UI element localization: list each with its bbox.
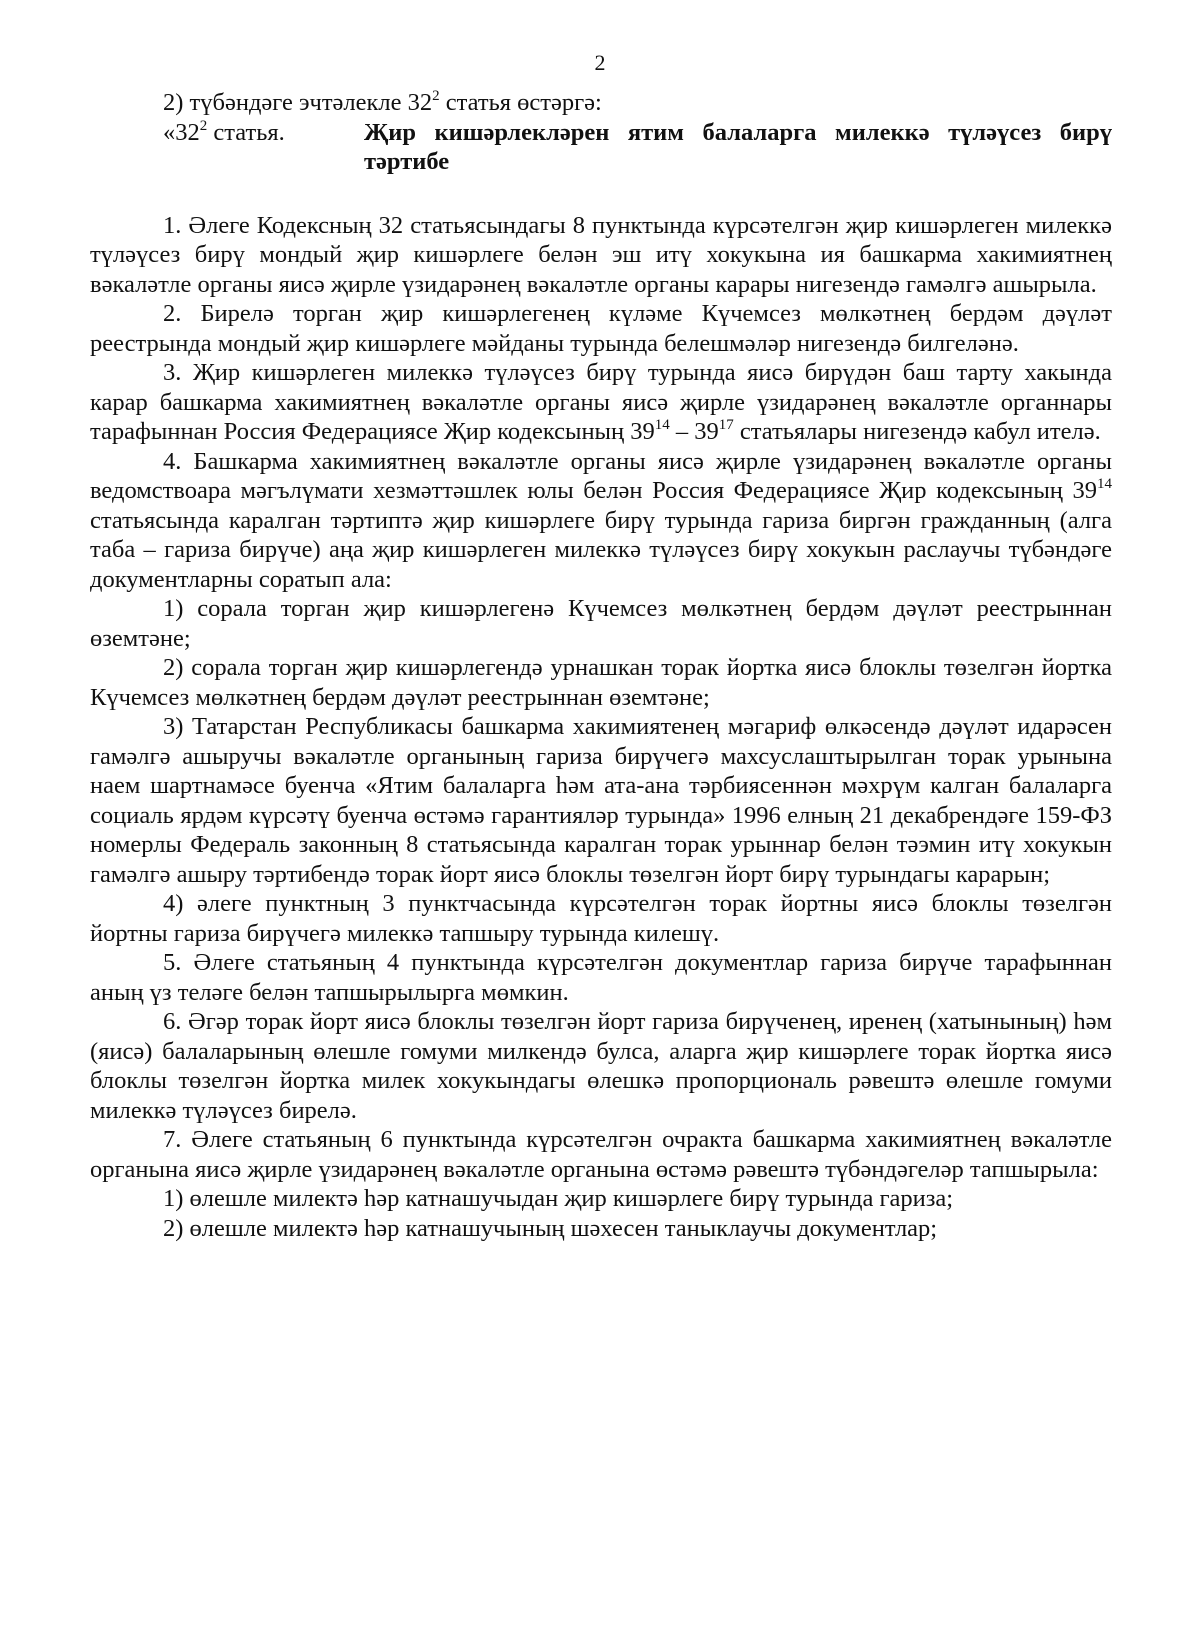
intro-superscript: 2 xyxy=(432,88,440,104)
article-title: Җир кишәрлекләрен ятим балаларга милеккә түләүсез бирү тәртибе xyxy=(364,118,1112,175)
paragraph-3-text-a: 3. Җир кишәрлеген милеккә түләүсез бирү турында яисә бирүдән баш тарту хакында карар башкарма хакимиятнең вәкаләтле органы яисә җирле үзидарәнең вәкаләтле органнары тарафыннан Россия Федерациясе Җир кодексының 39 xyxy=(90,359,1112,445)
paragraph-4-item-4: 4) әлеге пунктның 3 пунктчасында күрсәтелгән торак йортны яисә блоклы төзелгән йортны гариза бирүчегә милеккә тапшыру турында килешү. xyxy=(90,890,1112,947)
intro-line xyxy=(90,88,1112,118)
paragraph-4 xyxy=(90,447,1112,595)
intro-text-after: статья өстәргә: xyxy=(439,89,602,116)
paragraph-4-item-1: 1) сорала торган җир кишәрлегенә Күчемсез мөлкәтнең бердәм дәүләт реестрыннан өземтәне; xyxy=(90,595,1112,652)
paragraph-3 xyxy=(90,358,1112,447)
paragraph-7-item-2: 2) өлешле милектә һәр катнашучының шәхесен таныклаучы документлар; xyxy=(163,1214,938,1242)
article-label-prefix: «32 xyxy=(163,118,200,146)
paragraph-7-item-1: 1) өлешле милектә һәр катнашучыдан җир кишәрлеге бирү турында гариза; xyxy=(163,1185,954,1212)
paragraph-3-sup-2: 17 xyxy=(718,417,734,433)
paragraph-4-sup: 14 xyxy=(1097,476,1112,492)
paragraph-2: 2. Бирелә торган җир кишәрлегенең күләме Күчемсез мөлкәтнең бердәм дәүләт реестрында мондый җир кишәрлеге мәйданы турында белешмәләр нигезендә билгеләнә. xyxy=(90,300,1112,357)
paragraph-1: 1. Әлеге Кодексның 32 статьясындагы 8 пунктында күрсәтелгән җир кишәрлеген милеккә түләүсез бирү мондый җир кишәрлеге белән эш итү хокукына ия башкарма хакимиятнең вәкаләтле органы яисә җирле үзидарәнең вәкаләтле органы карары нигезендә гамәлгә ашырыла. xyxy=(90,211,1112,298)
article-label-suffix: статья. xyxy=(207,118,285,146)
paragraph-3-sup-1: 14 xyxy=(654,417,670,433)
paragraph-4-text-b: статьясында каралган тәртиптә җир кишәрлеге бирү турында гариза биргән гражданның (алга таба – гариза бирүче) аңа җир кишәрлеген милеккә түләүсез бирү хокукын раслаучы түбәндәге документларны соратып ала: xyxy=(90,506,1112,593)
paragraph-6: 6. Әгәр торак йорт яисә блоклы төзелгән йорт гариза бирүченең, иренең (хатынының) һәм (яисә) балаларының өлешле гомуми милкендә булса, аларга җир кишәрлеге торак йортка яисә блоклы төзелгән йортка милек хокукындагы өлешкә пропорциональ рәвештә өлешле гомуми милеккә түләүсез бирелә. xyxy=(90,1008,1112,1124)
article-heading xyxy=(90,118,1112,177)
paragraph-4-item-3: 3) Татарстан Республикасы башкарма хакимиятенең мәгариф өлкәсендә дәүләт идарәсен гамәлгә ашыручы вәкаләтле органының гариза бирүчегә махсуслаштырылган торак урынына наем шартнамәсе буенча «Ятим балаларга һәм ата-ана тәрбиясеннән мәхрүм калган балаларга социаль ярдәм күрсәтү буенча өстәмә гарантияләр турында» 1996 елның 21 декабрендәге 159-ФЗ номерлы Федераль законның 8 статьясында каралган торак урыннар белән тәэмин итү хокукын гамәлгә ашыру тәртибендә торак йорт яисә блоклы төзелгән йорт бирү турындагы карарын; xyxy=(90,713,1112,888)
paragraph-5: 5. Әлеге статьяның 4 пунктында күрсәтелгән документлар гариза бирүче тарафыннан аның үз теләге белән тапшырылырга мөмкин. xyxy=(90,949,1112,1006)
paragraph-3-text-b: – 39 xyxy=(669,418,719,445)
article-label xyxy=(90,118,364,177)
paragraph-7: 7. Әлеге статьяның 6 пунктында күрсәтелгән очракта башкарма хакимиятнең вәкаләтле органына яисә җирле үзидарәнең вәкаләтле органына өстәмә рәвештә түбәндәгеләр тапшырыла: xyxy=(90,1126,1112,1183)
page-number: 2 xyxy=(594,50,606,75)
paragraph-3-text-c: статьялары нигезендә кабул ителә. xyxy=(733,418,1101,445)
document-body xyxy=(90,88,1112,1243)
paragraph-4-text-a: 4. Башкарма хакимиятнең вәкаләтле органы яисә җирле үзидарәнең вәкаләтле органы ведомствоара мәгълүмати хезмәттәшлек юлы белән Россия Федерациясе Җир кодексының 39 xyxy=(90,447,1112,504)
intro-text: 2) түбәндәге эчтәлекле 32 xyxy=(163,89,433,116)
article-label-superscript: 2 xyxy=(199,117,208,134)
paragraph-4-item-2: 2) сорала торган җир кишәрлегендә урнашкан торак йортка яисә блоклы төзелгән йортка Күчемсез мөлкәтнең бердәм дәүләт реестрыннан өземтәне; xyxy=(90,654,1112,711)
